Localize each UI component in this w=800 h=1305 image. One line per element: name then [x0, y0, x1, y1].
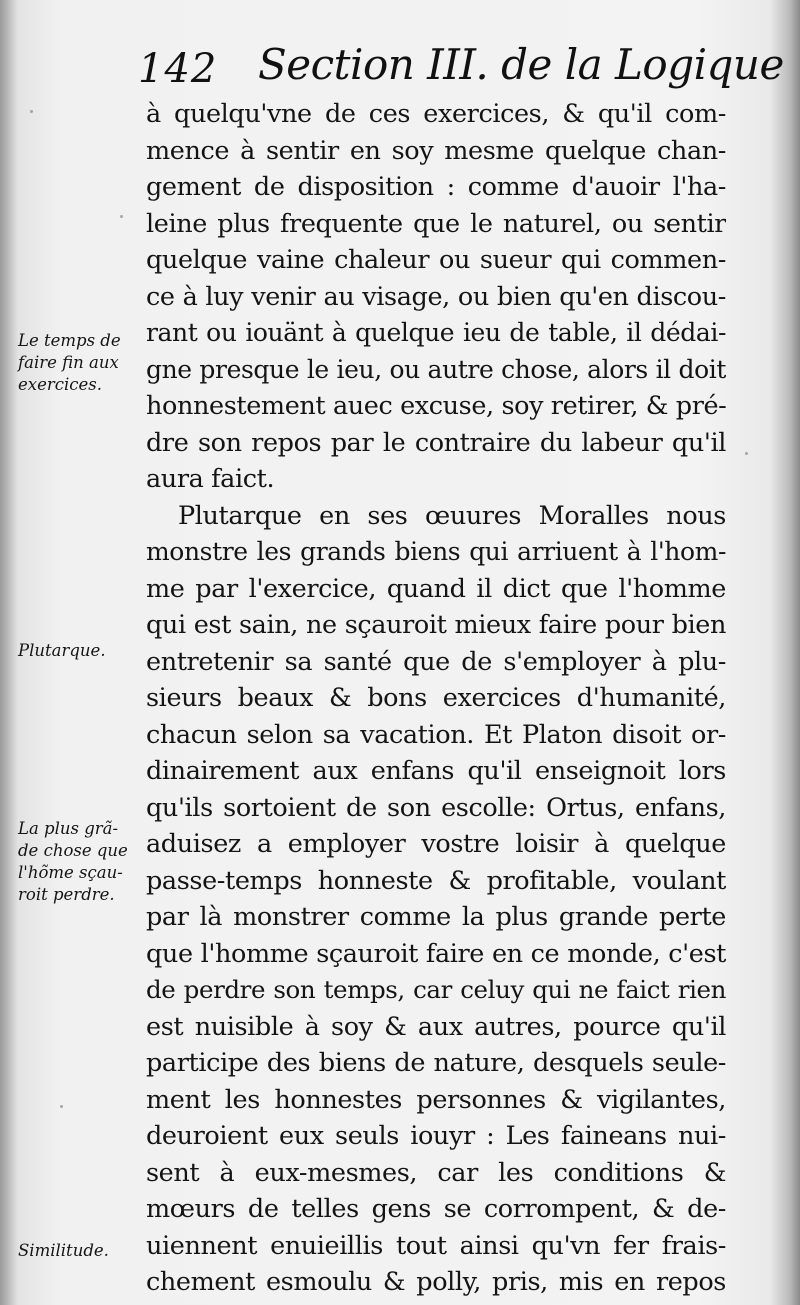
text-line: est nuisible à soy & aux autres, pource qu'il: [146, 1011, 726, 1042]
margin-note-similitude: [18, 1240, 150, 1262]
text-line: me par l'exercice, quand il dict que l'homme: [146, 573, 726, 604]
margin-note-line: roit perdre.: [18, 885, 115, 904]
text-line: mœurs de telles gens se corrompent, & de-: [146, 1194, 726, 1224]
text-line: dre son repos par le contraire du labeur qu'il: [146, 427, 726, 458]
paper-speck: [745, 452, 748, 455]
text-line: chement esmoulu & polly, pris, mis en repos: [146, 1267, 726, 1297]
text-line: de perdre son temps, car celuy qui ne faict rien: [146, 975, 726, 1004]
text-line: uiennent enuieillis tout ainsi qu'vn fer frais-: [146, 1230, 726, 1261]
text-line: quelque vaine chaleur ou sueur qui commen-: [146, 245, 726, 275]
text-line: gne presque le ieu, ou autre chose, alors il doit: [146, 354, 726, 384]
paper-speck: [60, 1105, 63, 1108]
text-line: leine plus frequente que le naturel, ou sentir: [146, 208, 726, 239]
margin-note-line: Plutarque.: [18, 641, 106, 660]
margin-note-line: La plus grã-: [18, 819, 119, 838]
text-line: par là monstrer comme la plus grande perte: [146, 902, 726, 932]
text-line: ce à luy venir au visage, ou bien qu'en discou-: [146, 281, 726, 312]
margin-note-line: Le temps de: [18, 331, 121, 350]
text-line: deuroient eux seuls iouyr : Les faineans nui-: [146, 1121, 726, 1151]
page-number: 142: [138, 46, 218, 92]
text-line: monstre les grands biens qui arriuent à l'hom-: [146, 537, 726, 566]
margin-note-perdre: [18, 818, 150, 906]
margin-note-plutarque: [18, 640, 150, 662]
text-line: que l'homme sçauroit faire en ce monde, c'est: [146, 938, 726, 969]
body-text: [146, 96, 726, 1301]
text-line: gement de disposition : comme d'auoir l'ha-: [146, 172, 726, 202]
margin-note-line: exercices.: [18, 375, 102, 394]
text-line: qu'ils sortoient de son escolle: Ortus, enfans,: [146, 792, 726, 823]
text-line: chacun selon sa vacation. Et Platon disoit or-: [146, 719, 726, 750]
running-title: Section III. de la Logique: [258, 40, 784, 89]
paper-speck: [120, 215, 123, 218]
text-line: passe-temps honneste & profitable, voulant: [146, 865, 726, 896]
text-line: sieurs beaux & bons exercices d'humanité,: [146, 683, 726, 713]
margin-note-line: de chose que: [18, 841, 128, 860]
text-line: aduisez a employer vostre loisir à quelque: [146, 829, 726, 859]
text-line: participe des biens de nature, desquels seule-: [146, 1048, 726, 1078]
text-line: dinairement aux enfans qu'il enseignoit lors: [146, 756, 726, 786]
page-header: [138, 40, 784, 100]
paragraph-start-line: Plutarque en ses œuures Moralles nous: [178, 500, 726, 531]
margin-note-line: Similitude.: [18, 1241, 109, 1260]
text-line: qui est sain, ne sçauroit mieux faire pour bien: [146, 610, 726, 640]
text-line: sent à eux-mesmes, car les conditions &: [146, 1157, 726, 1188]
text-line: entretenir sa santé que de s'employer à plu-: [146, 646, 726, 677]
text-line: rant ou iouänt à quelque ieu de table, il dédai-: [146, 318, 726, 347]
text-line: mence à sentir en soy mesme quelque chan-: [146, 135, 726, 166]
text-line: honnestement auec excuse, soy retirer, & pré-: [146, 391, 726, 421]
paper-speck: [30, 110, 33, 113]
margin-note-temps: [18, 330, 150, 396]
margin-note-line: l'hõme sçau-: [18, 863, 123, 882]
text-line: ment les honnestes personnes & vigilantes,: [146, 1084, 726, 1115]
text-line: aura faict.: [146, 464, 275, 494]
margin-note-line: faire fin aux: [18, 353, 119, 372]
text-line: à quelqu'vne de ces exercices, & qu'il com-: [146, 99, 726, 129]
